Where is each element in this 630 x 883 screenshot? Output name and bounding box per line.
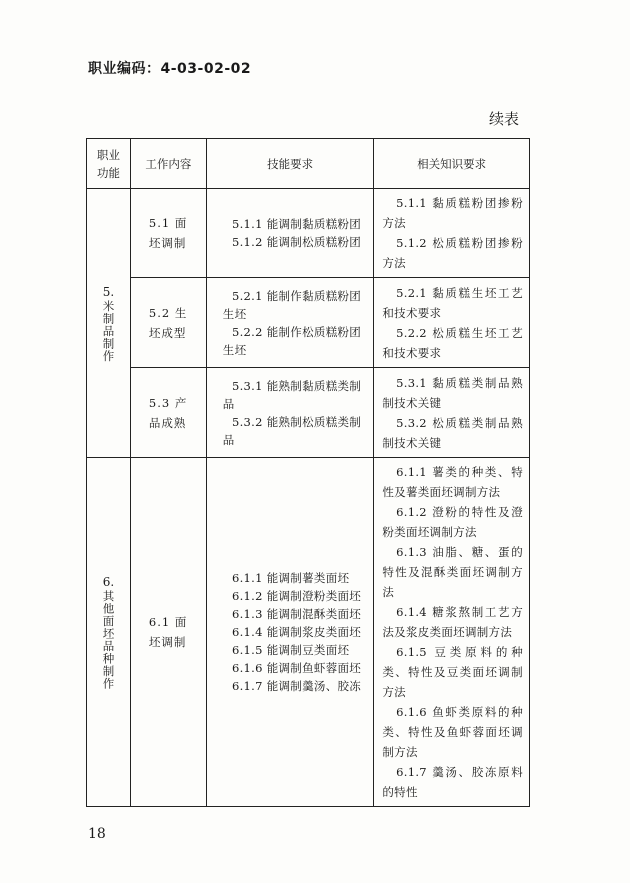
- continued-label: 续表: [489, 110, 520, 128]
- table-row: [87, 278, 530, 368]
- function-number: 6.: [102, 575, 115, 589]
- skill-cell: 5.2.1 能制作黏质糕粉团生坯 5.2.2 能制作松质糕粉团生坯: [206, 278, 374, 368]
- skills-table: [86, 138, 530, 807]
- table-row: [87, 368, 530, 458]
- header-work: 工作内容: [130, 139, 206, 189]
- knowledge-cell: 5.1.1 黏质糕粉团掺粉方法 5.1.2 松质糕粉团掺粉方法: [374, 189, 530, 278]
- table-row: [87, 458, 530, 807]
- occupation-code: 职业编码：4-03-02-02: [88, 61, 252, 77]
- function-5-cell: [87, 189, 131, 458]
- header-knowledge: 相关知识要求: [374, 139, 530, 189]
- knowledge-cell: 5.2.1 黏质糕生坯工艺和技术要求 5.2.2 松质糕生坯工艺和技术要求: [374, 278, 530, 368]
- knowledge-cell: 5.3.1 黏质糕类制品熟制技术关键 5.3.2 松质糕类制品熟制技术关键: [374, 368, 530, 458]
- work-content: 6.1 面坯调制: [130, 458, 206, 807]
- skill-cell: 5.3.1 能熟制黏质糕类制品 5.3.2 能熟制松质糕类制品: [206, 368, 374, 458]
- work-content: 5.1 面坯调制: [130, 189, 206, 278]
- function-name: 其他面坯品种制作: [101, 590, 116, 690]
- function-6-cell: [87, 458, 131, 807]
- function-number: 5.: [102, 284, 115, 299]
- function-name: 米制品制作: [101, 299, 116, 363]
- skill-cell: 5.1.1 能调制黏质糕粉团 5.1.2 能调制松质糕粉团: [206, 189, 374, 278]
- table-header-row: [87, 139, 530, 189]
- page-number: 18: [88, 826, 106, 842]
- header-skill: 技能要求: [206, 139, 374, 189]
- header-function: 职业功能: [87, 139, 131, 189]
- work-content: 5.3 产品成熟: [130, 368, 206, 458]
- table-row: [87, 189, 530, 278]
- knowledge-cell: 6.1.1 薯类的种类、特性及薯类面坯调制方法 6.1.2 澄粉的特性及澄粉类面坯调制方法 6.1.3 油脂、糖、蛋的特性及混酥类面坯调制方法 6.1.4 糖浆熬制工艺方法及浆皮类面坯调制方法 6.1.5 豆类原料的种类、特性及豆类面坯调制方法 6.1.6 鱼虾类原料的种类、特性及鱼虾蓉面坯调制方法 6.1.7 羹汤、胶冻原料的特性: [374, 458, 530, 807]
- skill-cell: 6.1.1 能调制薯类面坯 6.1.2 能调制澄粉类面坯 6.1.3 能调制混酥类面坯 6.1.4 能调制浆皮类面坯 6.1.5 能调制豆类面坯 6.1.6 能调制鱼虾蓉面坯 6.1.7 能调制羹汤、胶冻: [206, 458, 374, 807]
- work-content: 5.2 生坯成型: [130, 278, 206, 368]
